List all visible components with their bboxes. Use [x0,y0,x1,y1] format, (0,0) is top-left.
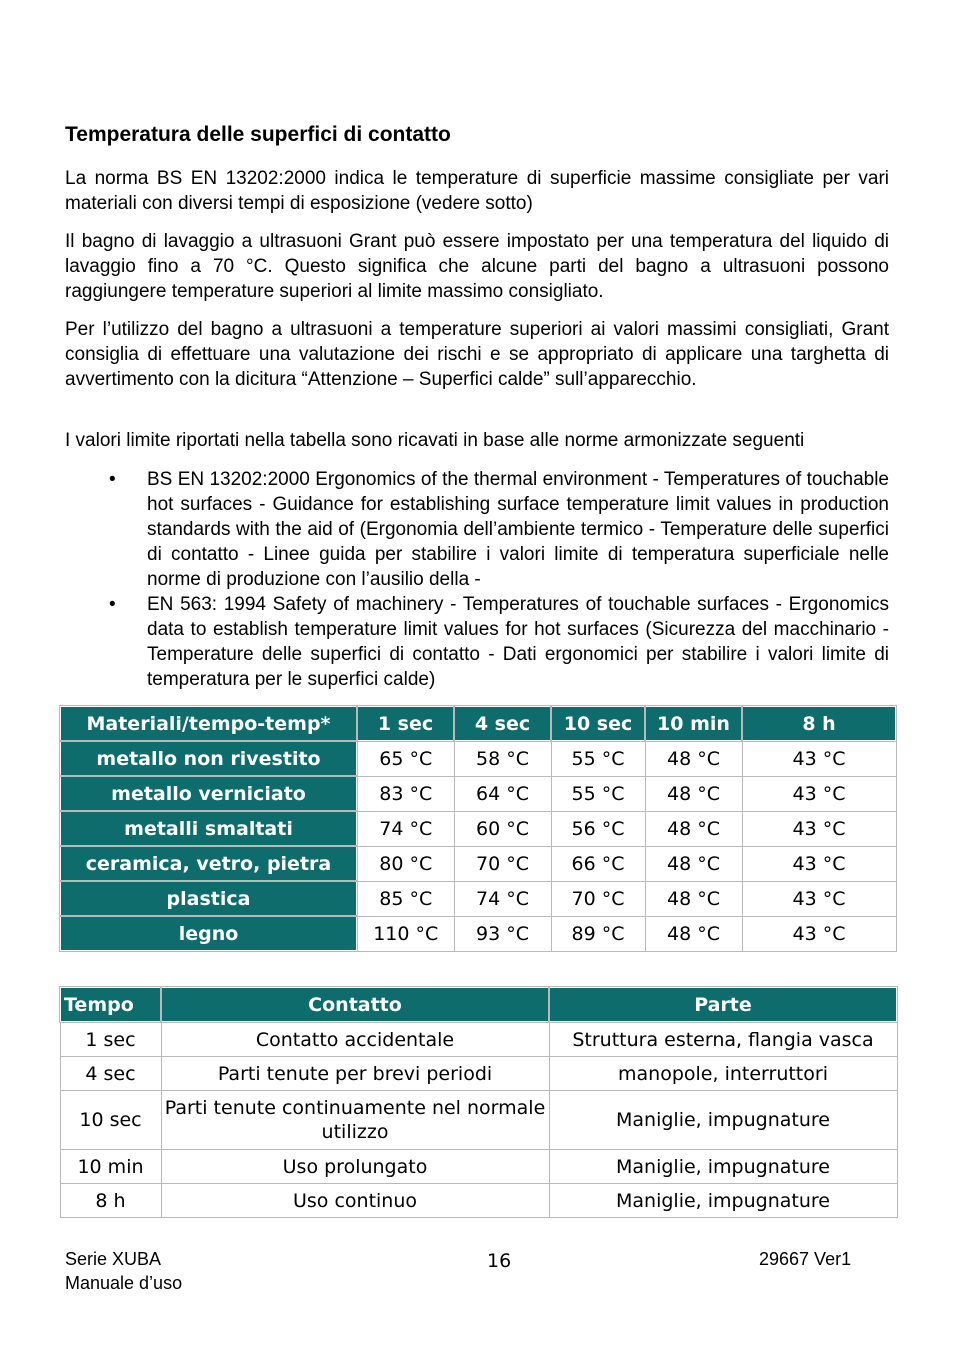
table-cell: 65 °C [357,741,454,776]
table-cell: 89 °C [551,916,645,951]
table-cell: Uso continuo [161,1184,549,1218]
table-cell: 4 sec [60,1057,161,1091]
table-cell: 110 °C [357,916,454,951]
table-cell: 48 °C [645,846,742,881]
table-cell: 1 sec [60,1022,161,1057]
table-cell: 43 °C [742,811,896,846]
page-heading: Temperatura delle superfici di contatto [65,123,451,146]
row-label: metallo non rivestito [60,741,357,776]
table-cell: 43 °C [742,916,896,951]
row-label: ceramica, vetro, pietra [60,846,357,881]
table-cell: 8 h [60,1184,161,1218]
table-cell: 70 °C [454,846,551,881]
surface-temperature-table [59,705,897,952]
table-row [60,741,896,776]
table-row [60,1057,897,1091]
table-row [60,811,896,846]
table-cell: 66 °C [551,846,645,881]
table-cell: 43 °C [742,846,896,881]
list-item [65,592,889,692]
header-time: Tempo [60,987,161,1022]
table-cell: 64 °C [454,776,551,811]
table-cell: Maniglie, impugnature [549,1091,897,1150]
paragraph-temperature: Il bagno di lavaggio a ultrasuoni Grant può essere impostato per una temperatura del liquido di lavaggio fino a 70 °C. Questo significa che alcune parti del bagno a ultrasuoni possono raggiungere temperature superiori al limite massimo consigliato. [65,231,889,302]
table-row [60,881,896,916]
standards-list [65,467,889,692]
table-cell: Maniglie, impugnature [549,1150,897,1184]
table-cell: 48 °C [645,916,742,951]
table-cell: 93 °C [454,916,551,951]
table-row [60,846,896,881]
table-cell: 48 °C [645,776,742,811]
header-10-min: 10 min [645,706,742,741]
table-cell: manopole, interruttori [549,1057,897,1091]
row-label: legno [60,916,357,951]
table-cell: 48 °C [645,811,742,846]
table-cell: 74 °C [454,881,551,916]
table-row [60,1022,897,1057]
table-cell: 48 °C [645,741,742,776]
list-item-text: EN 563: 1994 Safety of machinery - Temperatures of touchable surfaces - Ergonomics data to establish temperature limit values for hot surfaces (Sicurezza del macchinario - Temperature delle superfici di contatto - Dati ergonomici per stabilire i valori limite di temperatura per le superfici calde) [147,594,889,690]
row-label: metallo verniciato [60,776,357,811]
list-item-text: BS EN 13202:2000 Ergonomics of the thermal environment - Temperatures of touchable hot surfaces - Guidance for establishing surface temperature limit values in production standards with the aid of (Ergonomia dell’ambiente termico - Temperature delle superfici di contatto - Linee guida per stabilire i valori limite di temperatura superficiale nelle norme di produzione con l’ausilio della - [147,469,889,590]
table-cell: 83 °C [357,776,454,811]
header-4-sec: 4 sec [454,706,551,741]
table-cell: Maniglie, impugnature [549,1184,897,1218]
table-cell: 43 °C [742,881,896,916]
row-label: metalli smaltati [60,811,357,846]
bullet-icon: • [109,469,116,490]
table-cell: Parti tenute continuamente nel normale utilizzo [161,1091,549,1150]
paragraph-standards-intro: I valori limite riportati nella tabella sono ricavati in base alle norme armonizzate seguenti [65,430,805,451]
table-cell: 58 °C [454,741,551,776]
header-part: Parte [549,987,897,1022]
header-1-sec: 1 sec [357,706,454,741]
page-number: 16 [487,1250,512,1272]
table-row [60,1091,897,1150]
table-header-row [60,987,897,1022]
paragraph-intro: La norma BS EN 13202:2000 indica le temperature di superficie massime consigliate per vari materiali con diversi tempi di esposizione (vedere sotto) [65,168,889,214]
table-cell: 85 °C [357,881,454,916]
header-8-h: 8 h [742,706,896,741]
table-cell: 10 sec [60,1091,161,1150]
footer-doc-code: 29667 Ver1 [759,1249,852,1269]
table-cell: Contatto accidentale [161,1022,549,1057]
table-row [60,776,896,811]
contact-time-table [59,986,898,1218]
header-10-sec: 10 sec [551,706,645,741]
table-cell: 56 °C [551,811,645,846]
row-label: plastica [60,881,357,916]
table-header-row [60,706,896,741]
table-row [60,916,896,951]
table-cell: 74 °C [357,811,454,846]
table-cell: 55 °C [551,741,645,776]
table-cell: 48 °C [645,881,742,916]
table-cell: Uso prolungato [161,1150,549,1184]
table-cell: Struttura esterna, flangia vasca [549,1022,897,1057]
paragraph-recommendation: Per l’utilizzo del bagno a ultrasuoni a temperature superiori ai valori massimi consigliati, Grant consiglia di effettuare una valutazione dei rischi e se appropriato di applicare una targhetta di avvertimento con la dicitura “Attenzione – Superfici calde” sull’apparecchio. [65,319,889,390]
table-cell: 10 min [60,1150,161,1184]
footer-manual: Manuale d’uso [65,1273,183,1293]
table-cell: 55 °C [551,776,645,811]
table-cell: 70 °C [551,881,645,916]
table-cell: 43 °C [742,741,896,776]
table-row [60,1150,897,1184]
table-cell: 60 °C [454,811,551,846]
header-contact: Contatto [161,987,549,1022]
table-cell: 43 °C [742,776,896,811]
table-row [60,1184,897,1218]
list-item [65,467,889,592]
header-material: Materiali/tempo-temp* [60,706,357,741]
footer-left [65,1247,182,1295]
table-cell: 80 °C [357,846,454,881]
table-cell: Parti tenute per brevi periodi [161,1057,549,1091]
bullet-icon: • [109,594,116,615]
footer-series: Serie XUBA [65,1249,162,1269]
